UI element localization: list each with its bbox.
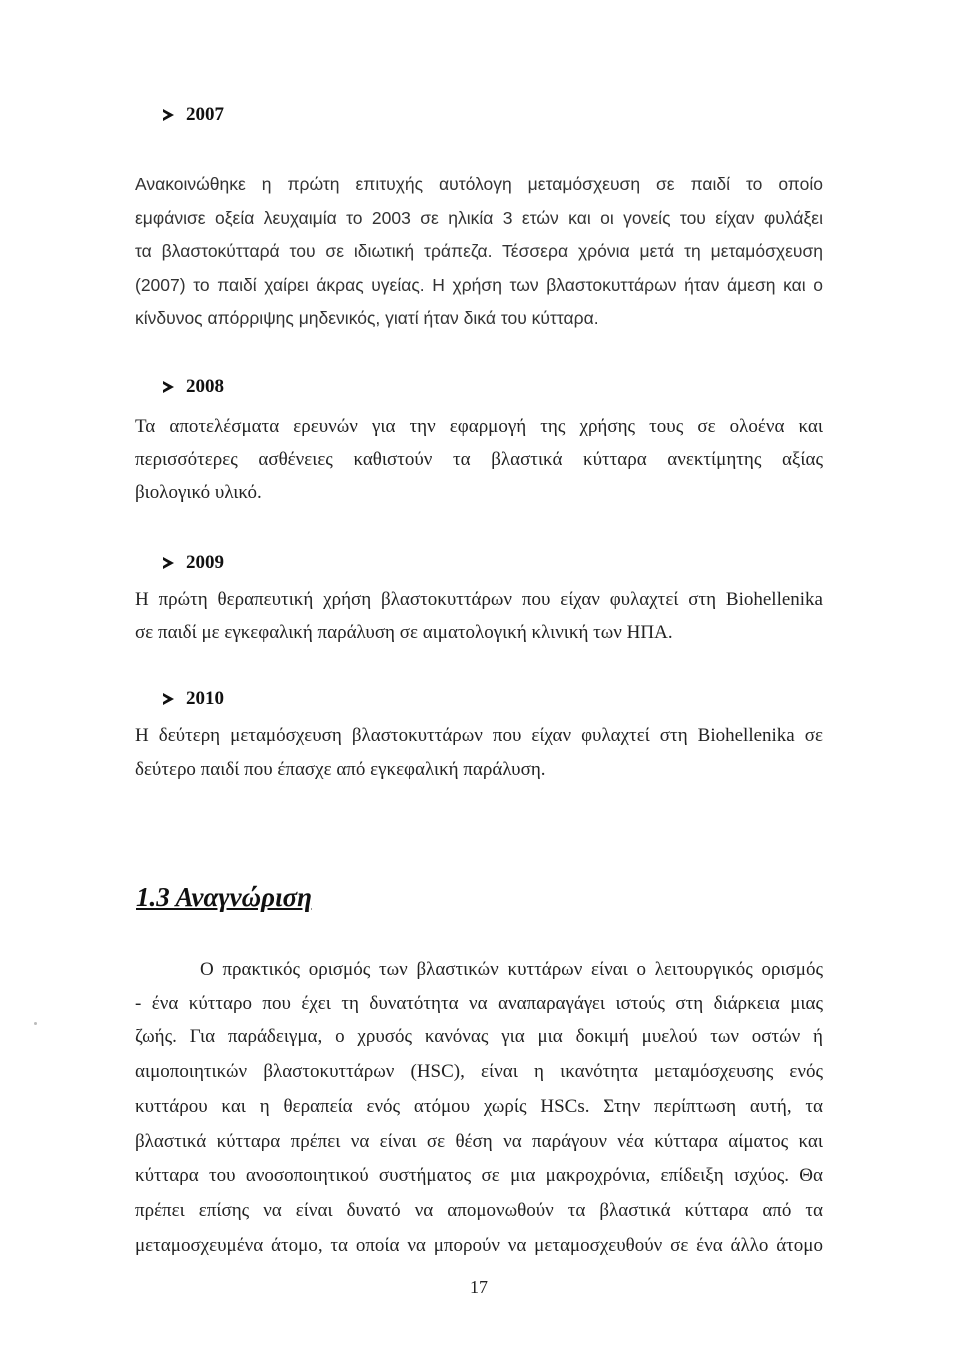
heading-2010 [163,688,224,710]
heading-2009 [163,552,224,574]
paragraph-line: κυττάρου και η θεραπεία ενός ατόμου χωρίς HSCs. Στην περίπτωση αυτή, τα [135,1096,823,1117]
heading-year: 2010 [186,688,224,709]
heading-year: 2009 [186,552,224,573]
paragraph-line: βιολογικό υλικό. [135,482,262,503]
paragraph-line: εμφάνισε οξεία λευχαιμία το 2003 σε ηλικία 3 ετών και οι γονείς του είχαν φυλάξει [135,208,823,228]
paragraph-line: τα βλαστοκύτταρά του σε ιδιωτική τράπεζα. Τέσσερα χρόνια μετά τη μεταμόσχευση [135,241,823,261]
paragraph-line: - ένα κύτταρο που έχει τη δυνατότητα να αναπαραγάγει ιστούς στη διάρκεια μιας [135,993,823,1014]
heading-year: 2008 [186,376,224,397]
paragraph-line: περισσότερες ασθένειες καθιστούν τα βλαστικά κύτταρα ανεκτίμητης αξίας [135,449,823,470]
paragraph-line: μεταμοσχευμένα άτομο, τα οποία να μπορούν να μεταμοσχευθούν σε ένα άλλο άτομο [135,1235,823,1256]
paragraph-line: Η πρώτη θεραπευτική χρήση βλαστοκυττάρων που είχαν φυλαχτεί στη Biohellenika [135,589,823,610]
paragraph-line: βλαστικά κύτταρα πρέπει να είναι σε θέση να παράγουν νέα κύτταρα αίματος και [135,1131,823,1152]
paragraph-line: κύτταρα του ανοσοποιητικού συστήματος σε μια μακροχρόνια, επίδειξη ισχύος. Θα [135,1165,823,1186]
arrow-bullet-icon [163,381,174,393]
section-title: 1.3 Αναγνώριση [136,882,312,912]
heading-2008 [163,376,224,398]
arrow-bullet-icon [163,557,174,569]
paragraph-line: αιμοποιητικών βλαστοκυττάρων (HSC), είναι η ικανότητα μεταμόσχευσης ενός [135,1061,823,1082]
paragraph-line: Τα αποτελέσματα ερευνών για την εφαρμογή της χρήσης τους σε ολοένα και [135,416,823,437]
paragraph-line: (2007) το παιδί χαίρει άκρας υγείας. Η χρήση των βλαστοκυττάρων ήταν άμεση και ο [135,275,823,295]
heading-year: 2007 [186,104,224,125]
paragraph-line: ζωής. Για παράδειγμα, ο χρυσός κανόνας για μια δοκιμή μυελού των οστών ή [135,1026,823,1047]
paragraph-line: Ανακοινώθηκε η πρώτη επιτυχής αυτόλογη μεταμόσχευση σε παιδί το οποίο [135,174,823,194]
page-number: 17 [470,1277,488,1297]
arrow-bullet-icon [163,109,174,121]
paragraph-line: πρέπει επίσης να είναι δυνατό να απομονωθούν τα βλαστικά κύτταρα από τα [135,1200,823,1221]
paragraph-line: Η δεύτερη μεταμόσχευση βλαστοκυττάρων που είχαν φυλαχτεί στη Biohellenika σε [135,725,823,746]
paragraph-line: Ο πρακτικός ορισμός των βλαστικών κυττάρων είναι ο λειτουργικός ορισμός [200,959,823,980]
paragraph-line: κίνδυνος απόρριψης μηδενικός, γιατί ήταν δικά του κύτταρα. [135,308,599,328]
arrow-bullet-icon [163,693,174,705]
scan-speck [34,1022,37,1025]
heading-2007 [163,104,224,126]
paragraph-line: δεύτερο παιδί που έπασχε από εγκεφαλική παράλυση. [135,759,546,780]
paragraph-line: σε παιδί με εγκεφαλική παράλυση σε αιματολογική κλινική των ΗΠΑ. [135,622,673,643]
